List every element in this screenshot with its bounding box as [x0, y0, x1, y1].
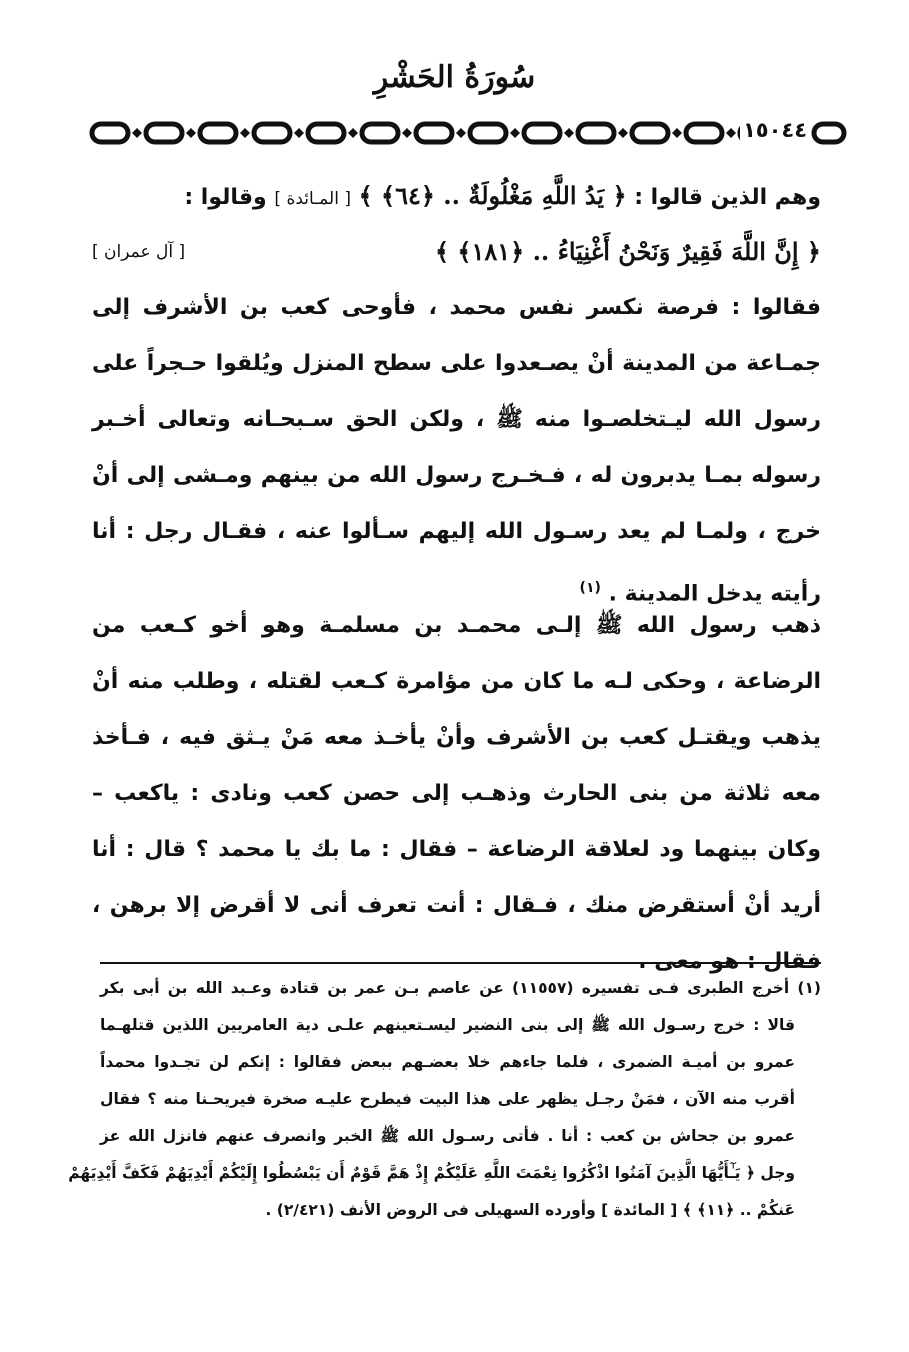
footnote-line: (١) أخرج الطبرى فـى تفسيره (١١٥٥٧) عن عاصم بـن عمر بن قتادة وعـبد الله بن أبى بكر — [100, 979, 821, 997]
page-number: ١٥٠٤٤ — [740, 114, 810, 146]
verse-citations — [92, 168, 821, 280]
text-line: الرضاعة ، وحكى لـه ما كان من مؤامرة كـعب لقتله ، وطلب منه أنْ — [92, 669, 821, 694]
footnote-line: أقرب منه الآن ، فمَنْ رجـل يظهر على هذا البيت فيطرح عليـه صخرة فيريحـنا منه ؟ فقال — [100, 1090, 795, 1108]
footnote-line: عمرو بن جحاش بن كعب : أنا . فأتى رسـول الله ﷺ الخبر وانصرف عنهم فانزل الله عز — [100, 1127, 795, 1145]
footnote-line: عمرو بن أميـة الضمرى ، فلما جاءهم خلا بعضـهم ببعض فقالوا : إنكم لن تجـدوا محمداً — [100, 1053, 795, 1071]
surah-title: سُورَةُ الحَشْرِ — [373, 60, 536, 95]
text-line: فقال : هو معى . — [638, 949, 821, 974]
paragraph-2 — [92, 598, 821, 990]
text-line: وكان بينهما ود لعلاقة الرضاعة – فقال : ما بك يا محمد ؟ قال : أنا — [92, 837, 821, 862]
verse-line-2 — [92, 224, 821, 280]
text-line: رسول الله ليـتخلصـوا منه ﷺ ، ولكن الحق سـبحـانه وتعالى أخـبر — [92, 407, 821, 432]
footnote-line: وجل ﴿ يَـٰٓأَيُّهَا الَّذِينَ آمَنُوا اذْكُرُوا نِعْمَتَ اللَّهِ عَلَيْكُمْ إِذْ هَمَّ قَوْمٌ أَن يَبْسُطُوا إِلَيْكُمْ أَيْدِيَهُمْ فَكَفَّ أَيْدِيَهُمْ — [68, 1164, 795, 1182]
quran-verse: ﴿ يَدُ اللَّهِ مَغْلُولَةٌ .. ﴿٦٤﴾ ﴾ — [358, 181, 627, 210]
footnote-divider — [100, 962, 821, 964]
verse-line-1 — [92, 168, 821, 224]
verse-intro-text: وهم الذين قالوا : — [634, 185, 821, 210]
footnote-marker[interactable]: (١) — [579, 580, 601, 596]
verse-connector-text: وقالوا : — [184, 185, 267, 210]
surah-reference: [ آل عمران ] — [92, 242, 186, 262]
text-line: أريد أنْ أستقرض منك ، فـقال : أنت تعرف أنى لا أقرض إلا برهن ، — [92, 893, 821, 918]
quran-verse: ﴿ إِنَّ اللَّهَ فَقِيرٌ وَنَحْنُ أَغْنِيَاءُ .. ﴿١٨١﴾ ﴾ — [435, 237, 821, 266]
text-line: جمـاعة من المدينة أنْ يصـعدوا على سطح المنزل ويُلقوا حـجراً على — [92, 351, 821, 376]
ornamental-chain-border — [88, 115, 848, 151]
footnotes — [68, 970, 821, 1229]
text-line: معه ثلاثة من بنى الحارث وذهـب إلى حصن كعب ونادى : ياكعب – — [92, 781, 821, 806]
footnote-line: عَنكُمْ .. ﴿١١﴾ ﴾ [ المائدة ] وأورده السهيلى فى الروض الأنف (٢/٤٢١) . — [265, 1201, 795, 1219]
paragraph-1 — [92, 280, 821, 616]
text-line: فقالوا : فرصة نكسر نفس محمد ، فأوحى كعب بن الأشرف إلى — [92, 295, 821, 320]
text-line: يذهب ويقتـل كعب بن الأشرف وأنْ يأخـذ معه مَنْ يـثق فيه ، فـأخذ — [92, 725, 821, 750]
text-line: ذهب رسول الله ﷺ إلـى محمـد بن مسلمـة وهو أخو كـعب من — [92, 613, 821, 638]
text-line: خرج ، ولمـا لم يعد رسـول الله إليهم سـألوا عنه ، فقـال رجل : أنا — [92, 519, 821, 544]
text-line: رسوله بمـا يدبرون له ، فـخـرج رسول الله من بينهم ومـشى إلى أنْ — [92, 463, 821, 488]
footnote-line: قالا : خرج رسـول الله ﷺ إلى بنى النضير ليسـتعينهم علـى دية العامريين اللذين قتلهـما — [100, 1016, 795, 1034]
text-line-content: رأيته يدخل المدينة . — [608, 581, 821, 607]
surah-reference: [ المـائدة ] — [274, 189, 351, 209]
